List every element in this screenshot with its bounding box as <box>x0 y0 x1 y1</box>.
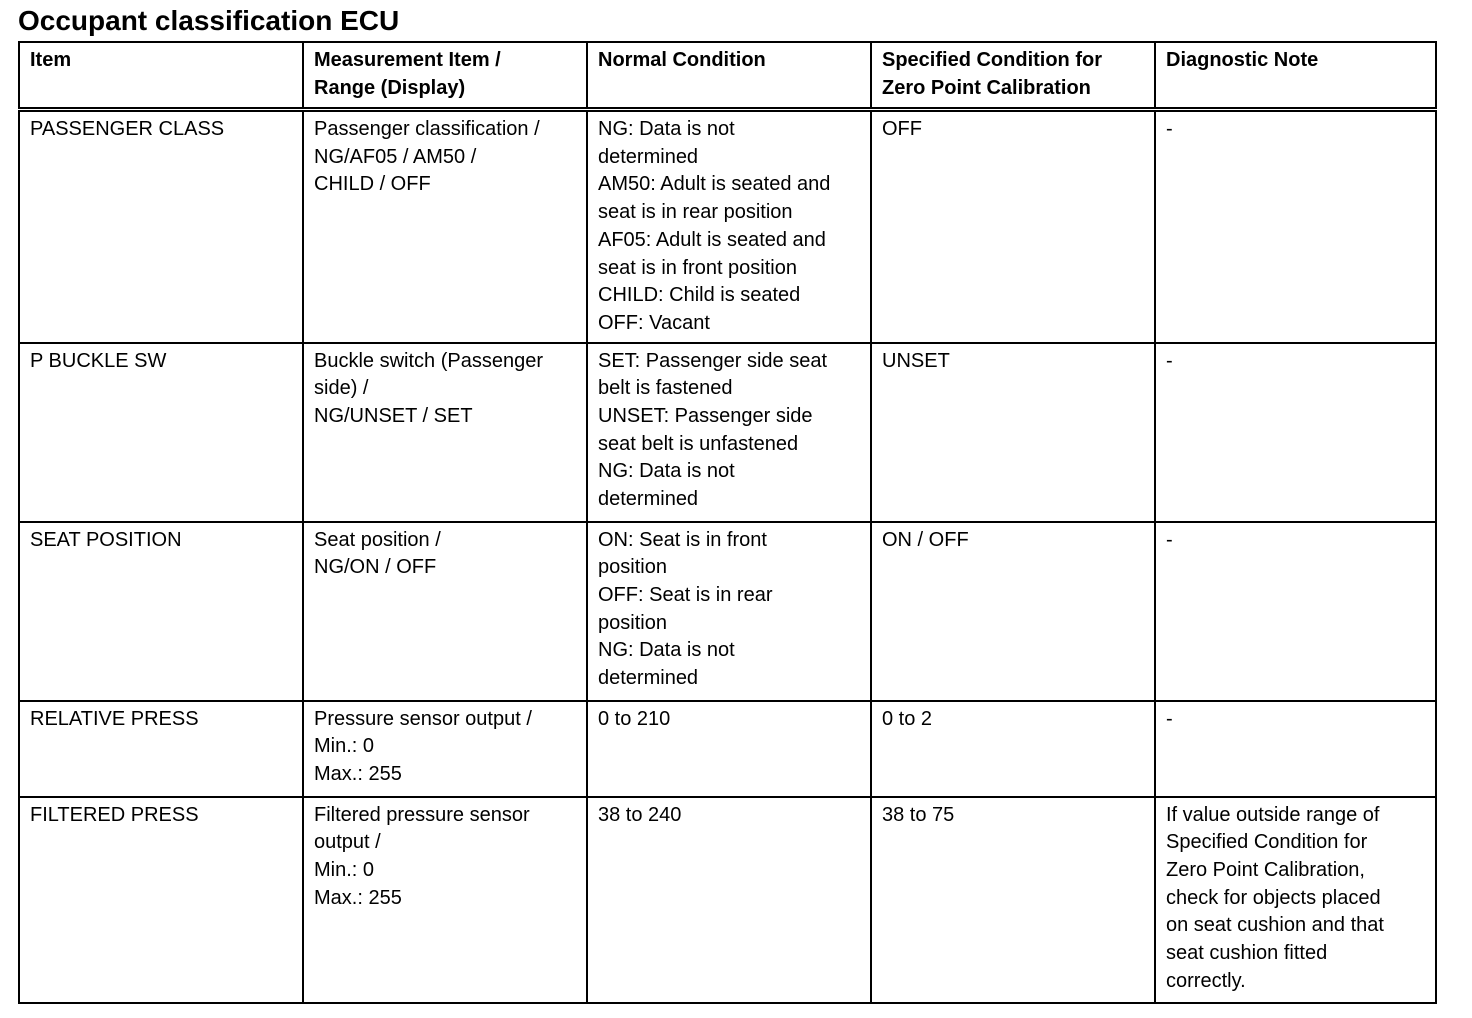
specified-condition-cell: UNSET <box>871 343 1155 522</box>
specified-condition-cell: 38 to 75 <box>871 797 1155 1003</box>
normal-condition-cell: ON: Seat is in front position OFF: Seat is in rear position NG: Data is not determined <box>587 522 871 701</box>
item-cell: FILTERED PRESS <box>19 797 303 1003</box>
table-row <box>19 701 1436 797</box>
diagnostic-note-cell: If value outside range of Specified Condition for Zero Point Calibration, check for objects placed on seat cushion and that seat cushion fitted correctly. <box>1155 797 1436 1003</box>
normal-condition-cell: 38 to 240 <box>587 797 871 1003</box>
item-cell: PASSENGER CLASS <box>19 110 303 343</box>
specified-condition-cell: 0 to 2 <box>871 701 1155 797</box>
header-specified-condition: Specified Condition for Zero Point Calibration <box>871 42 1155 110</box>
normal-condition-cell: NG: Data is not determined AM50: Adult is seated and seat is in rear position AF05: Adult is seated and seat is in front position CHILD: Child is seated OFF: Vacant <box>587 110 871 343</box>
header-item: Item <box>19 42 303 110</box>
item-cell: RELATIVE PRESS <box>19 701 303 797</box>
header-measurement: Measurement Item / Range (Display) <box>303 42 587 110</box>
item-cell: P BUCKLE SW <box>19 343 303 522</box>
measurement-cell: Passenger classification / NG/AF05 / AM50 / CHILD / OFF <box>303 110 587 343</box>
measurement-cell: Pressure sensor output / Min.: 0 Max.: 255 <box>303 701 587 797</box>
diagnostic-note-cell: - <box>1155 343 1436 522</box>
table-row <box>19 110 1436 343</box>
table-header-row <box>19 42 1436 110</box>
diagnostic-note-cell: - <box>1155 701 1436 797</box>
page-title: Occupant classification ECU <box>18 5 400 36</box>
specified-condition-cell: ON / OFF <box>871 522 1155 701</box>
measurement-cell: Seat position / NG/ON / OFF <box>303 522 587 701</box>
normal-condition-cell: 0 to 210 <box>587 701 871 797</box>
diagnostic-note-cell: - <box>1155 110 1436 343</box>
header-normal-condition: Normal Condition <box>587 42 871 110</box>
data-list-table <box>18 41 1437 1004</box>
header-diagnostic-note: Diagnostic Note <box>1155 42 1436 110</box>
item-cell: SEAT POSITION <box>19 522 303 701</box>
diagnostic-note-cell: - <box>1155 522 1436 701</box>
measurement-cell: Buckle switch (Passenger side) / NG/UNSET / SET <box>303 343 587 522</box>
table-row <box>19 797 1436 1003</box>
measurement-cell: Filtered pressure sensor output / Min.: 0 Max.: 255 <box>303 797 587 1003</box>
table-row <box>19 343 1436 522</box>
normal-condition-cell: SET: Passenger side seat belt is fastened UNSET: Passenger side seat belt is unfastened NG: Data is not determined <box>587 343 871 522</box>
table-row <box>19 522 1436 701</box>
specified-condition-cell: OFF <box>871 110 1155 343</box>
